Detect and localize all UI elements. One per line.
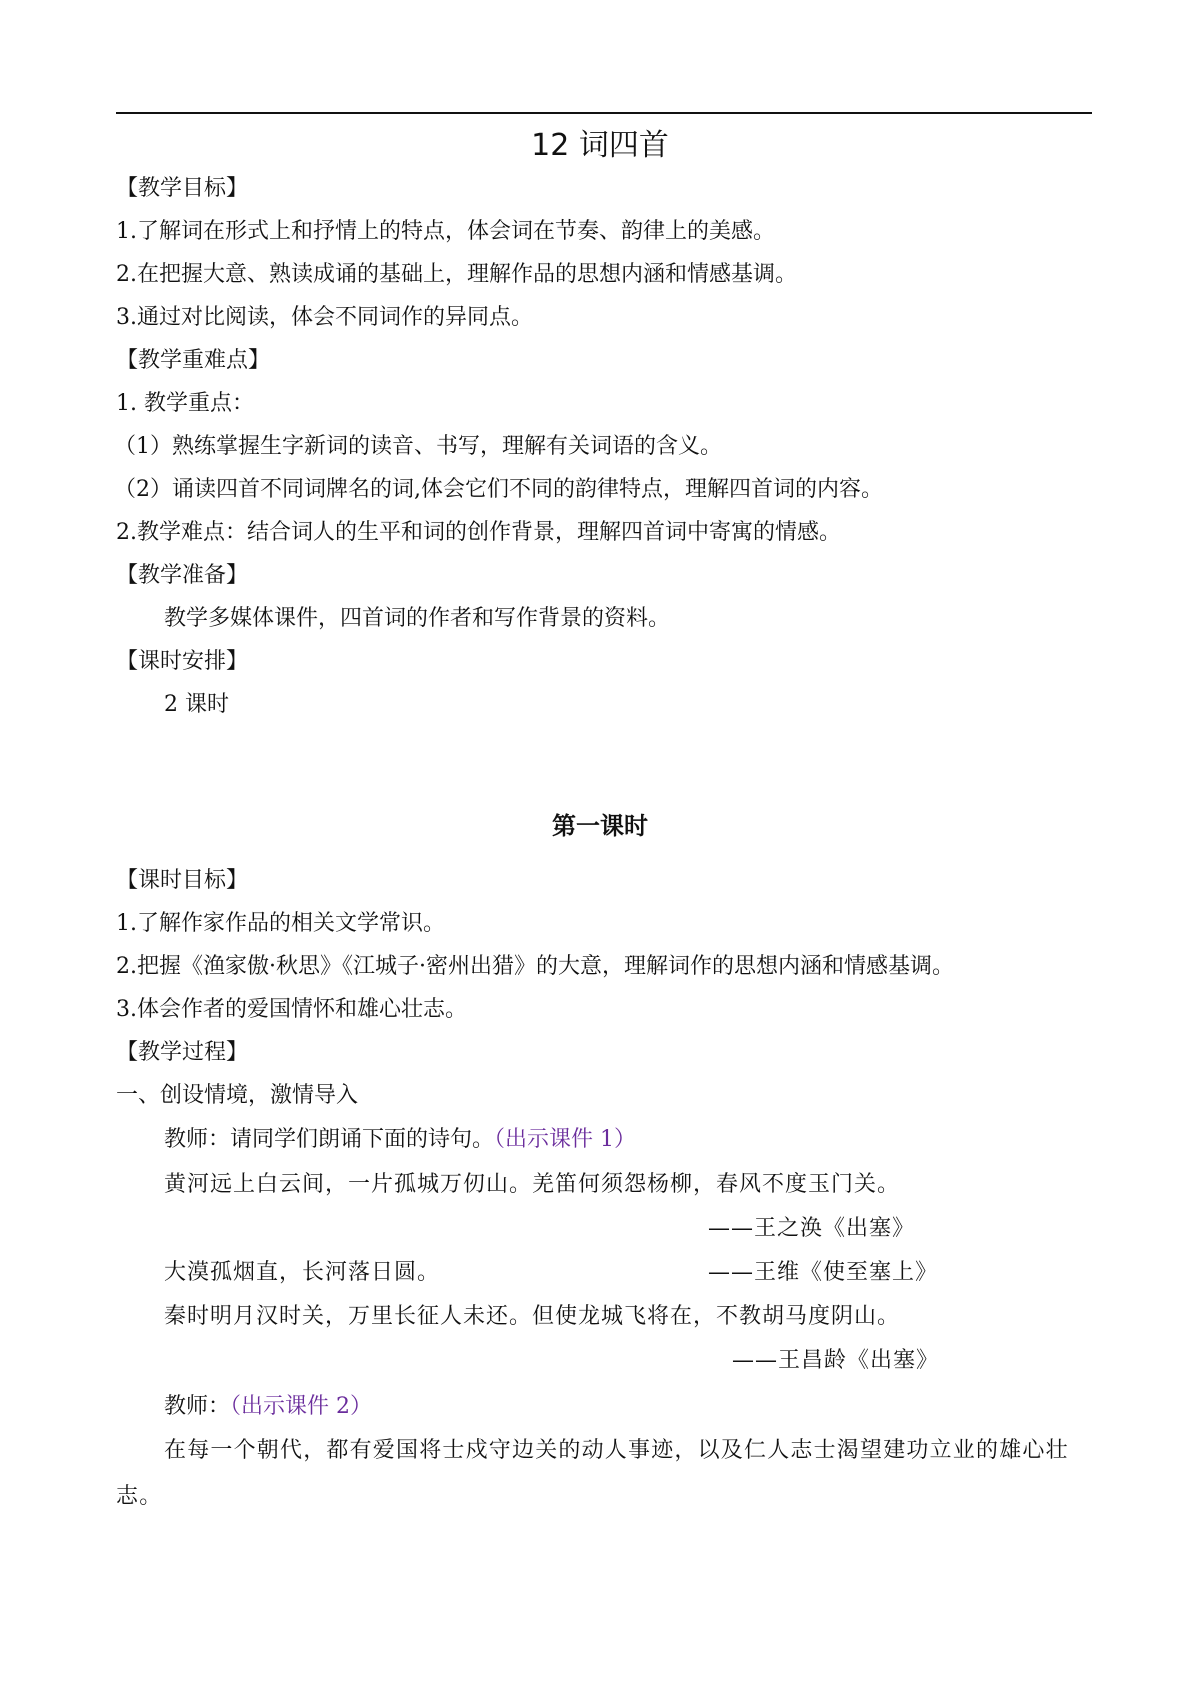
closing-paragraph: 在每一个朝代，都有爱国将士戍守边关的动人事迹，以及仁人志士渴望建功立业的雄心壮志。 (116, 1438, 1069, 1509)
lesson-goal-item: 2.把握《渔家傲·秋思》《江城子·密州出猎》的大意，理解词作的思想内涵和情感基调。 (116, 954, 954, 979)
poem-line: 黄河远上白云间，一片孤城万仞山。羌笛何须怨杨柳，春风不度玉门关。 (164, 1172, 901, 1197)
poem-attribution: ——王维《使至塞上》 (708, 1260, 939, 1285)
goal-item: 3.通过对比阅读，体会不同词作的异同点。 (116, 305, 533, 330)
courseware-cue: （出示课件 1） (494, 1127, 637, 1152)
key-difficulty-heading: 【教学重难点】 (116, 348, 271, 373)
lesson-title: 第一课时 (552, 812, 648, 840)
process-heading: 【教学过程】 (116, 1040, 249, 1065)
courseware-cue: （出示课件 2） (230, 1394, 373, 1419)
schedule-heading: 【课时安排】 (116, 649, 249, 674)
poem-attribution: ——王昌龄《出塞》 (732, 1348, 940, 1373)
goal-item: 2.在把握大意、熟读成诵的基础上，理解作品的思想内涵和情感基调。 (116, 262, 797, 287)
step-heading: 一、创设情境，激情导入 (116, 1083, 359, 1108)
goals-heading: 【教学目标】 (116, 176, 249, 201)
teacher-prompt-text: 教师：请同学们朗诵下面的诗句。 (164, 1127, 495, 1152)
lesson-goal-item: 1.了解作家作品的相关文学常识。 (116, 911, 445, 936)
header-rule (116, 112, 1092, 114)
goal-item: 1.了解词在形式上和抒情上的特点，体会词在节奏、韵律上的美感。 (116, 219, 775, 244)
schedule-text: 2 课时 (164, 692, 229, 717)
key-point-item: （1）熟练掌握生字新词的读音、书写，理解有关词语的含义。 (114, 434, 722, 459)
prep-text: 教学多媒体课件，四首词的作者和写作背景的资料。 (164, 606, 671, 631)
teacher-prompt (164, 1390, 372, 1424)
difficulty-point: 2.教学难点：结合词人的生平和词的创作背景，理解四首词中寄寓的情感。 (116, 520, 841, 545)
key-point-item: （2）诵读四首不同词牌名的词,体会它们不同的韵律特点，理解四首词的内容。 (114, 477, 883, 502)
teacher-prompt (164, 1123, 636, 1157)
poem-line: 大漠孤烟直，长河落日圆。 (164, 1260, 441, 1285)
poem-line: 秦时明月汉时关，万里长征人未还。但使龙城飞将在，不教胡马度阴山。 (164, 1304, 901, 1329)
page-title: 12 词四首 (531, 128, 669, 163)
prep-heading: 【教学准备】 (116, 563, 249, 588)
lesson-goals-heading: 【课时目标】 (116, 868, 249, 893)
lesson-goal-item: 3.体会作者的爱国情怀和雄心壮志。 (116, 997, 467, 1022)
poem-attribution: ——王之涣《出塞》 (708, 1216, 916, 1241)
teacher-prompt-text: 教师： (164, 1394, 231, 1419)
key-point-label: 1. 教学重点： (116, 391, 254, 416)
